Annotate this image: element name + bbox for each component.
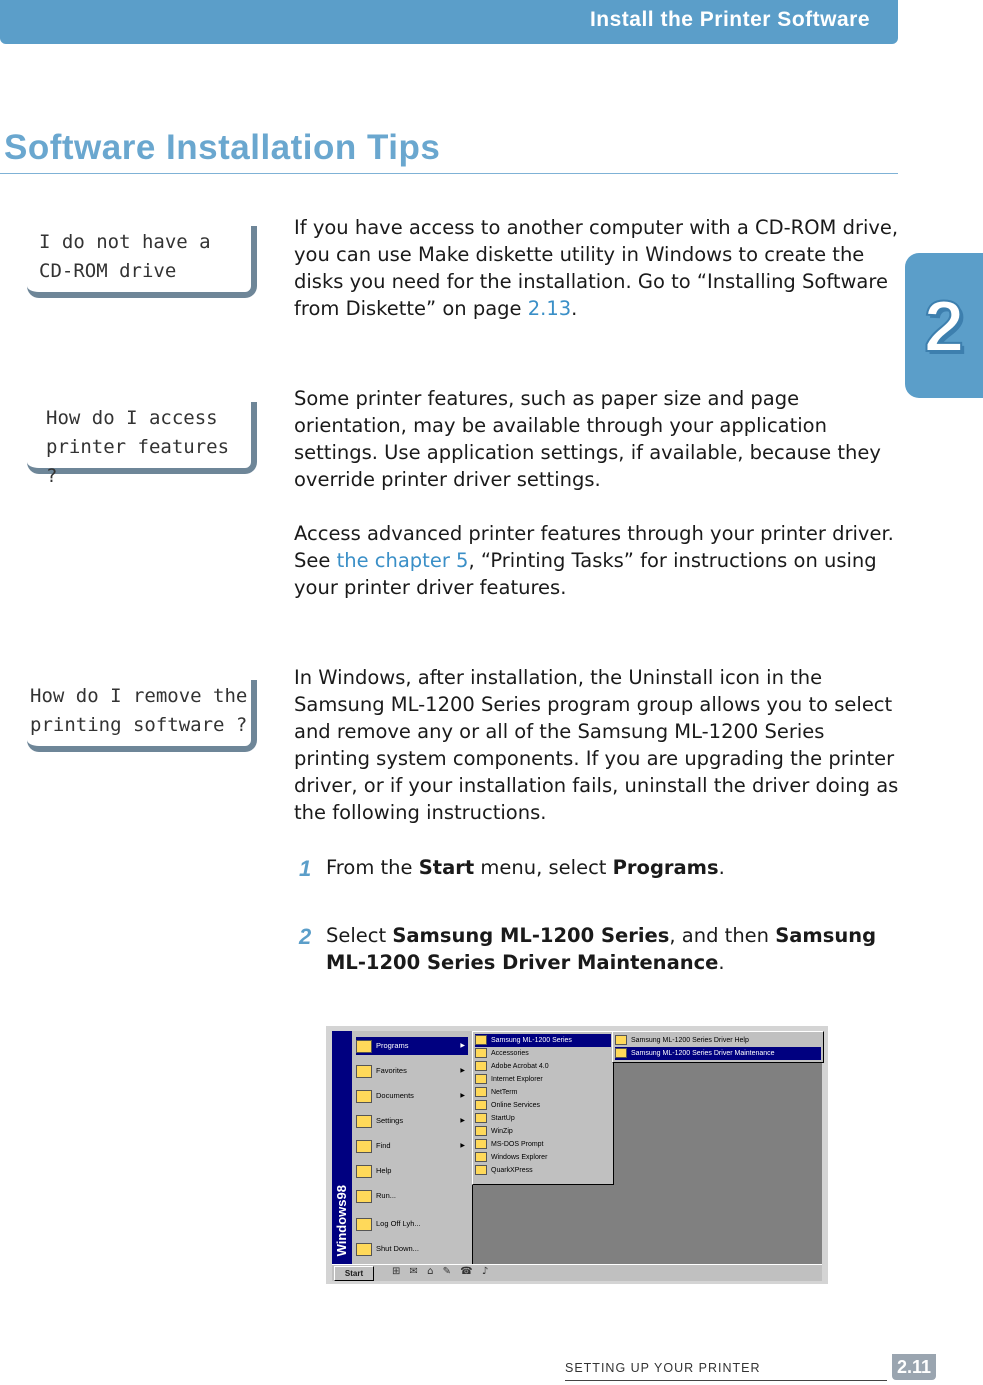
title-divider: [0, 173, 898, 174]
folder-icon: [475, 1087, 487, 1097]
page-number: 2.11: [892, 1354, 936, 1380]
header-title: Install the Printer Software: [589, 8, 870, 31]
question-text: How do I access printer features ?: [46, 407, 230, 487]
step-bold-maintenance: Samsung ML-1200 Series Driver Maintenance: [326, 924, 877, 974]
programs-item[interactable]: [475, 1151, 611, 1164]
answer-text: Access advanced printer features through your printer driver. See: [294, 522, 894, 572]
step-bold-series: Samsung ML-1200 Series: [392, 924, 670, 947]
quick-launch-icons: ⊞ ✉ ⌂ ✎ ☎ ♪: [392, 1266, 492, 1277]
programs-label: Samsung ML-1200 Series: [491, 1037, 572, 1044]
samsung-item[interactable]: [615, 1034, 821, 1047]
programs-label: StartUp: [491, 1115, 515, 1122]
help-icon: [356, 1165, 372, 1178]
page-link[interactable]: 2.13: [527, 297, 572, 320]
programs-label: Windows Explorer: [491, 1154, 548, 1161]
windows98-band: [332, 1031, 352, 1264]
footer-label: SETTING UP YOUR PRINTER: [565, 1361, 761, 1375]
printer-icon: [615, 1048, 627, 1058]
programs-item[interactable]: [475, 1125, 611, 1138]
answer-text-end: .: [571, 297, 578, 320]
folder-icon: [475, 1126, 487, 1136]
answer-features-1: Some printer features, such as paper size and page orientation, may be available through your application settings. Use application settings, if available, because they override printer driver settings.: [294, 387, 881, 491]
start-menu-label: Log Off Lyh...: [376, 1219, 421, 1228]
start-menu-item[interactable]: [356, 1062, 468, 1080]
question-text: How do I remove the printing software ?: [30, 685, 248, 736]
programs-item[interactable]: [475, 1047, 611, 1060]
programs-label: WinZip: [491, 1128, 513, 1135]
start-menu-item[interactable]: [356, 1187, 468, 1205]
programs-label: Internet Explorer: [491, 1076, 543, 1083]
programs-label: QuarkXPress: [491, 1167, 533, 1174]
programs-item[interactable]: [475, 1138, 611, 1151]
start-menu-item[interactable]: [356, 1162, 468, 1180]
programs-item[interactable]: [475, 1060, 611, 1073]
samsung-label: Samsung ML-1200 Series Driver Help: [631, 1037, 749, 1044]
search-icon: [356, 1140, 372, 1153]
programs-item[interactable]: [475, 1099, 611, 1112]
programs-submenu: [472, 1031, 614, 1185]
programs-label: Accessories: [491, 1050, 529, 1057]
folder-icon: [475, 1100, 487, 1110]
arrow-icon: ▶: [460, 1143, 465, 1149]
answer-cdrom: [294, 214, 899, 322]
start-menu-item[interactable]: [356, 1037, 468, 1055]
start-menu-label: Find: [376, 1141, 391, 1150]
start-button[interactable]: Start: [334, 1266, 374, 1281]
start-menu-item[interactable]: [356, 1112, 468, 1130]
programs-label: Adobe Acrobat 4.0: [491, 1063, 549, 1070]
question-box-cdrom: [27, 226, 257, 298]
folder-icon: [356, 1065, 372, 1078]
folder-icon: [475, 1048, 487, 1058]
step-number: 2: [299, 924, 312, 949]
header-bar: [0, 0, 898, 44]
start-menu-item[interactable]: [356, 1240, 468, 1258]
step-text-part: .: [718, 951, 725, 974]
programs-label: Online Services: [491, 1102, 541, 1109]
programs-item[interactable]: [475, 1086, 611, 1099]
samsung-submenu: [612, 1031, 824, 1063]
arrow-icon: ▶: [460, 1043, 465, 1049]
shutdown-icon: [356, 1243, 372, 1256]
programs-label: NetTerm: [491, 1089, 518, 1096]
start-menu-item[interactable]: [356, 1215, 468, 1233]
page-title: Software Installation Tips: [4, 128, 441, 167]
step-text-part: From the: [326, 856, 419, 879]
answer-features-2: [294, 520, 899, 601]
chapter-number: 2: [923, 287, 965, 367]
folder-icon: [475, 1113, 487, 1123]
step-bold-programs: Programs: [612, 856, 719, 879]
programs-item[interactable]: [475, 1112, 611, 1125]
step-2-text: [326, 922, 886, 976]
start-menu-label: Favorites: [376, 1066, 407, 1075]
programs-item[interactable]: [475, 1034, 611, 1047]
taskbar: [332, 1264, 822, 1281]
start-menu-label: Help: [376, 1166, 392, 1175]
chapter-tab: [905, 253, 983, 398]
start-menu-item[interactable]: [356, 1137, 468, 1155]
footer-divider: [565, 1380, 887, 1381]
folder-icon: [356, 1115, 372, 1128]
start-menu-item[interactable]: [356, 1087, 468, 1105]
chapter-link[interactable]: the chapter 5: [336, 549, 469, 572]
start-menu-label: Programs: [376, 1041, 409, 1050]
start-menu-label: Shut Down...: [376, 1244, 419, 1253]
explorer-icon: [475, 1152, 487, 1162]
arrow-icon: ▶: [460, 1093, 465, 1099]
answer-text: If you have access to another computer with a CD-ROM drive, you can use Make diskette utility in Windows to create the disks you need for the installation. Go to “Installing Software from Diskette” on page: [294, 216, 899, 320]
samsung-item[interactable]: [615, 1047, 821, 1060]
printer-icon: [615, 1035, 627, 1045]
logoff-icon: [356, 1218, 372, 1231]
arrow-icon: ▶: [460, 1118, 465, 1124]
folder-icon: [475, 1035, 487, 1045]
arrow-icon: ▶: [460, 1068, 465, 1074]
start-menu: [332, 1031, 473, 1264]
step-text-part: .: [718, 856, 725, 879]
step-text-part: Select: [326, 924, 393, 947]
question-box-features: [27, 402, 257, 487]
step-text-part: , and then: [669, 924, 776, 947]
programs-item[interactable]: [475, 1164, 611, 1177]
run-icon: [356, 1190, 372, 1203]
folder-icon: [356, 1040, 372, 1053]
folder-icon: [475, 1074, 487, 1084]
programs-label: MS-DOS Prompt: [491, 1141, 544, 1148]
step-number: 1: [299, 856, 312, 881]
start-menu-label: Settings: [376, 1116, 404, 1125]
band-text: Windows98: [334, 1184, 349, 1256]
samsung-label: Samsung ML-1200 Series Driver Maintenance: [631, 1050, 775, 1057]
step-1-text: [326, 854, 886, 881]
step-bold-start: Start: [418, 856, 475, 879]
answer-remove: In Windows, after installation, the Uninstall icon in the Samsung ML-1200 Series program group allows you to select and remove any or all of the Samsung ML-1200 Series printing system components. If you are upgrading the printer driver, or if your installation fails, uninstall the driver doing as the following instructions.: [294, 666, 899, 824]
question-box-remove: [27, 680, 257, 752]
programs-item[interactable]: [475, 1073, 611, 1086]
start-menu-label: Run...: [376, 1191, 397, 1200]
folder-icon: [356, 1090, 372, 1103]
start-menu-label: Documents: [376, 1091, 414, 1100]
windows-screenshot: [326, 1026, 828, 1284]
folder-icon: [475, 1061, 487, 1071]
question-text: I do not have a CD-ROM drive: [39, 231, 211, 282]
step-text-part: menu, select: [474, 856, 613, 879]
folder-icon: [475, 1165, 487, 1175]
msdos-icon: [475, 1139, 487, 1149]
answer-text-end: , “Printing Tasks” for instructions on using your printer driver features.: [294, 549, 877, 599]
